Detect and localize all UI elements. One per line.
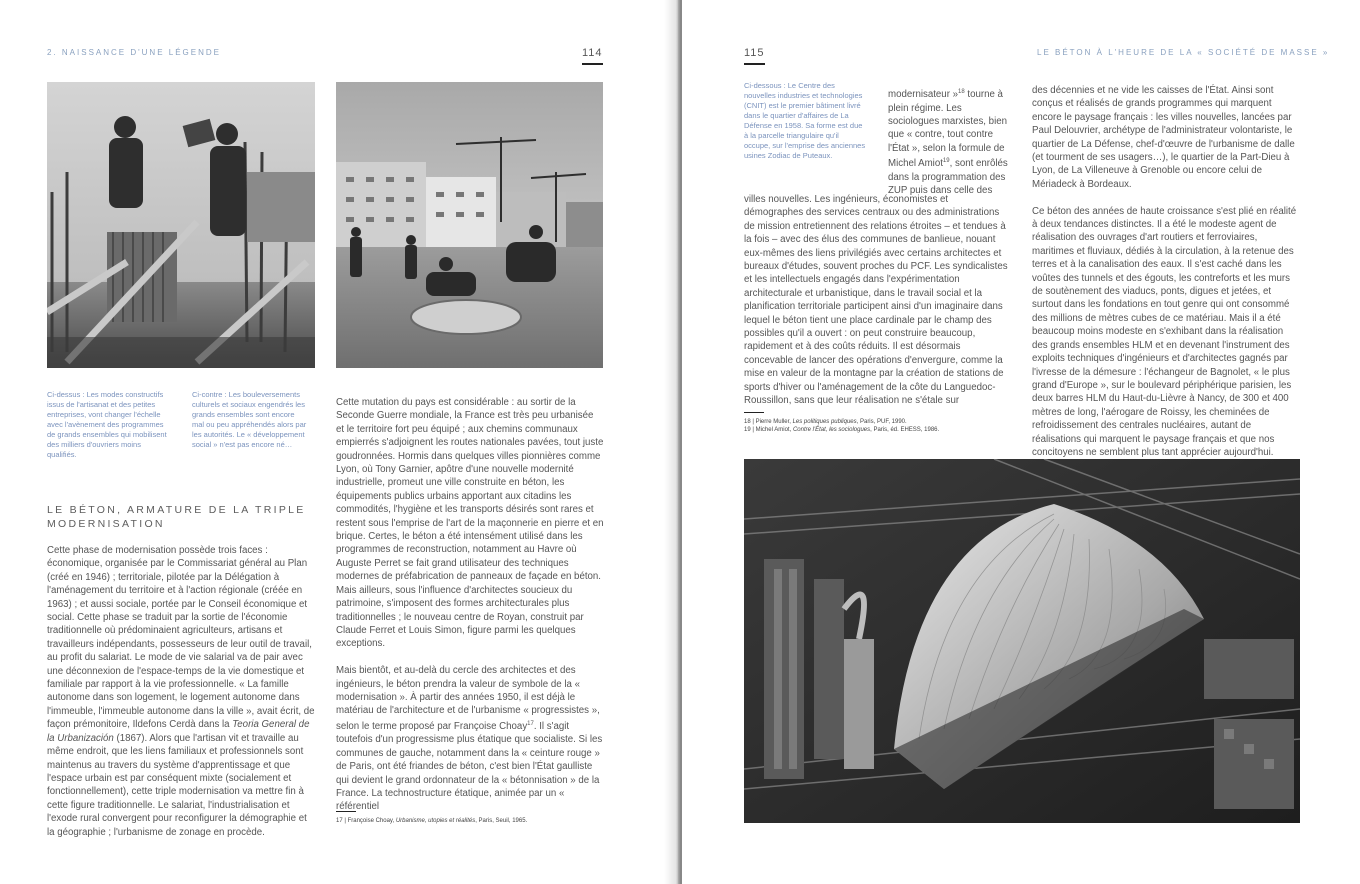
caption-workers: Ci-dessus : Les modes constructifs issus de l'artisanat et des petites entreprises, vont changer l'échelle avec l'avènement des programmes de grands ensembles qui mobilisent des milliers d'ouvriers moins qualifiés. <box>47 390 167 459</box>
paragraph: Ce béton des années de haute croissance s'est plié en réalité à deux tendances distinctes. Il a été le modeste agent de réalisation des ouvrages d'art routiers et ferroviaires, maritimes et fluviaux, dédiés à la circulation, à la retenue des terres et à la canalisation des eaux. Il s'est caché dans les voûtes des tunnels et des égouts, les contreforts et les murs de soutènement des viaducs, ponts, digues et jetées, et surtout dans les fondations en tout genre qui ont consommé des millions de mètres cubes de ce matériau. Mais il a été beaucoup moins modeste en s'exhibant dans la réalisation des grands ensembles HLM et en devenant l'instrument des exploits techniques d'ingénieurs et d'architectes gagnés par l'ivresse de la démesure : l'échangeur de Bagnolet, « le plus grand d'Europe », sur le boulevard périphérique parisien, les deux barres HLM du Haut-du-Lièvre à Nancy, de 300 et 400 mètres de long, l'aérogare de Roissy, les cheminées de refroidissement des centrales nucléaires, autant de réalisations qui marquent le paysage français et que nos concitoyens ne semblent plus tant apprécier aujourd'hui. <box>1032 205 1297 458</box>
footnote-19: 19 | Michel Amiot, Contre l'État, les sociologues, Paris, éd. EHESS, 1986. <box>744 427 940 433</box>
right-column-text <box>1032 84 1300 459</box>
right-column-text <box>336 396 604 814</box>
paragraph: Cette mutation du pays est considérable : au sortir de la Seconde Guerre mondiale, la France est très peu urbanisée et le territoire fort peu équipé ; aux chemins communaux empierrés s'adjoignent les routes nationales pavées, tout juste goudronnées. Hormis dans quelques villes pionnières comme Lyon, où Tony Garnier, apôtre d'une nouvelle modernité industrielle, promeut une ville construite en béton, les équipements publics urbains apportant aux citadins les commodités, l'hygiène et les transports désirés sont rares et restent sous l'emprise de l'art de la maçonnerie en pierre et en brique. Certes, le béton a été intensément utilisé dans les programmes de reconstruction, notamment au Havre où Auguste Perret se fait grand utilisateur des techniques modernes de préfabrication de panneaux de façade en béton. Mais ailleurs, sous l'influence d'architectes soucieux du patrimoine, s'imposent des formes architecturales plus traditionnelles ; le nouveau centre de Royan, construit par Claude Ferret et Louis Simon, figure parmi les quelques exceptions. <box>336 397 604 650</box>
section-title: LE BÉTON, ARMATURE DE LA TRIPLE MODERNISATION <box>47 504 306 530</box>
footnote-rule <box>744 412 764 413</box>
caption-cnit: Ci-dessous : Le Centre des nouvelles industries et technologies (CNIT) est le premier bâtiment livré dans le quartier d'affaires de La Défense en 1958. Sa forme est due à la parcelle triangulaire qu'il occupe, sur l'emprise des anciennes usines Zodiac de Puteaux. <box>744 81 866 160</box>
left-page <box>0 0 678 884</box>
left-column-text: villes nouvelles. Les ingénieurs, économistes et démographes des services centraux ou des administrations de mission entretiennent des relations étroites – et tendues à la fois – avec des élus des communes de banlieue, nouant eux-mêmes des liens privilégiés avec certains architectes et bureaux d'études, souvent proches du PCF. Les syndicalistes et les intellectuels engagés dans l'expérimentation architecturale et urbanistique, dans le travail social et la planification territoriale participent ainsi d'un imaginaire dans lequel le béton tient une place cardinale par le champ des possibles qu'il a ouvert : on peut construire beaucoup, rapidement et à des coûts réduits. Il est désormais concevable de lancer des opérations d'envergure, comme la mise en valeur de la montagne par la création de stations de sports d'hiver ou l'aménagement de la côte du Languedoc-Roussillon, sans que leur réalisation ne s'étale sur <box>744 194 1008 407</box>
photo-children-grands-ensembles <box>336 82 603 368</box>
right-page <box>682 0 1360 884</box>
photo-workers-formwork <box>47 82 315 368</box>
photo-cnit-aerial <box>744 459 1300 823</box>
paragraph: Mais bientôt, et au-delà du cercle des architectes et des ingénieurs, le béton prendra la valeur de symbole de la « modernisation ». À partir des années 1950, il est déjà le matériau de l'architecture et de l'urbanisme « progressistes », selon le terme proposé par Françoise Choay$^{17}$. Il s'agit toutefois d'un progressisme plus étatique que socialiste. Si les communes de gauche, notamment dans la « ceinture rouge » de Paris, ont été friandes de béton, c'est bien l'État gaulliste qui devient le grand ordonnateur de la « bétonnisation » de la France. La technostructure étatique, animée par un « référentiel <box>336 665 603 813</box>
left-column-text <box>47 544 315 839</box>
footnote-ref: 18 <box>958 89 965 95</box>
page-number-right: 115 <box>744 47 765 65</box>
page-number-left: 114 <box>582 47 603 65</box>
running-head-left: 2. NAISSANCE D'UNE LÉGENDE <box>47 48 222 57</box>
running-head-right: LE BÉTON À L'HEURE DE LA « SOCIÉTÉ DE MASSE » <box>1037 48 1330 57</box>
footnote-rule <box>336 811 356 812</box>
footnote-ref: 19 <box>942 158 950 165</box>
body-text: (1867). Alors que l'artisan vit et travaille au même endroit, que les liens familiaux et professionnels sont maintenus au travers du système d'apprentissage et que l'espace urbain est par conséquent mixte (socialement et fonctionnellement), cette triple modernisation va mettre fin à cette figure traditionnelle. Le salariat, l'industrialisation et l'exode rural convergent pour reconfigurer la démographie et la géographie ; l'urbanisme de zonage en procède. <box>47 732 307 838</box>
footnote-18: 18 | Pierre Muller, Les politiques publiques, Paris, PUF, 1990. <box>744 419 907 425</box>
column-top-text: modernisateur »$^{18}$ tourne à plein régime. Les sociologues marxistes, bien que « contre, tout contre l'État », selon la formule de Michel Amiot$^{19}$, sont enrôlés dans la programmation des ZUP puis dans celle des <box>888 89 1008 197</box>
footnote-17: 17 | Françoise Choay, Urbanisme, utopies et réalités, Paris, Seuil, 1965. <box>336 818 528 824</box>
footnote-ref: 17 <box>527 720 534 727</box>
body-text: Cette phase de modernisation possède trois faces : économique, organisée par le Commissariat général au Plan (créé en 1946) ; territoriale, pilotée par la Délégation à l'aménagement du territoire et à l'action régionale (créée en 1963) ; et aussi sociale, portée par le Conseil économique et social. Cette phase se traduit par la sortie de l'économie traditionnelle où prédominaient agriculteurs, artisans et travailleurs indépendants, possesseurs de leur outil de travail, au profit du salariat. Le mode de vie salarial va de pair avec une déconnexion de l'espace-temps de la vie domestique et familiale par rapport à la vie professionnelle. « La famille autonome dans son logement, le logement autonome dans l'immeuble, l'immeuble autonome dans la ville », avait écrit, de façon prémonitoire, Ildefons Cerdà dans la <box>47 545 315 731</box>
paragraph: des décennies et ne vide les caisses de l'État. Ainsi sont conçus et réalisés de grands programmes qui marquent encore le paysage français : les villes nouvelles, lancées par Paul Delouvrier, archétype de l'administrateur volontariste, le quartier de La Défense, chef-d'œuvre de l'urbanisme de dalle (et tourment de ses usagers…), le quartier de la Part-Dieu à Lyon, de La Villeneuve à Grenoble ou encore celui de Mériadeck à Bordeaux. <box>1032 85 1295 190</box>
caption-children: Ci-contre : Les bouleversements culturels et sociaux engendrés les grands ensembles sont encore mal ou peu appréhendés alors par les autorités. Le « développement social » n'est pas encore né… <box>192 390 307 449</box>
book-title-italic: Teoria General de la Urbanización <box>47 719 310 744</box>
